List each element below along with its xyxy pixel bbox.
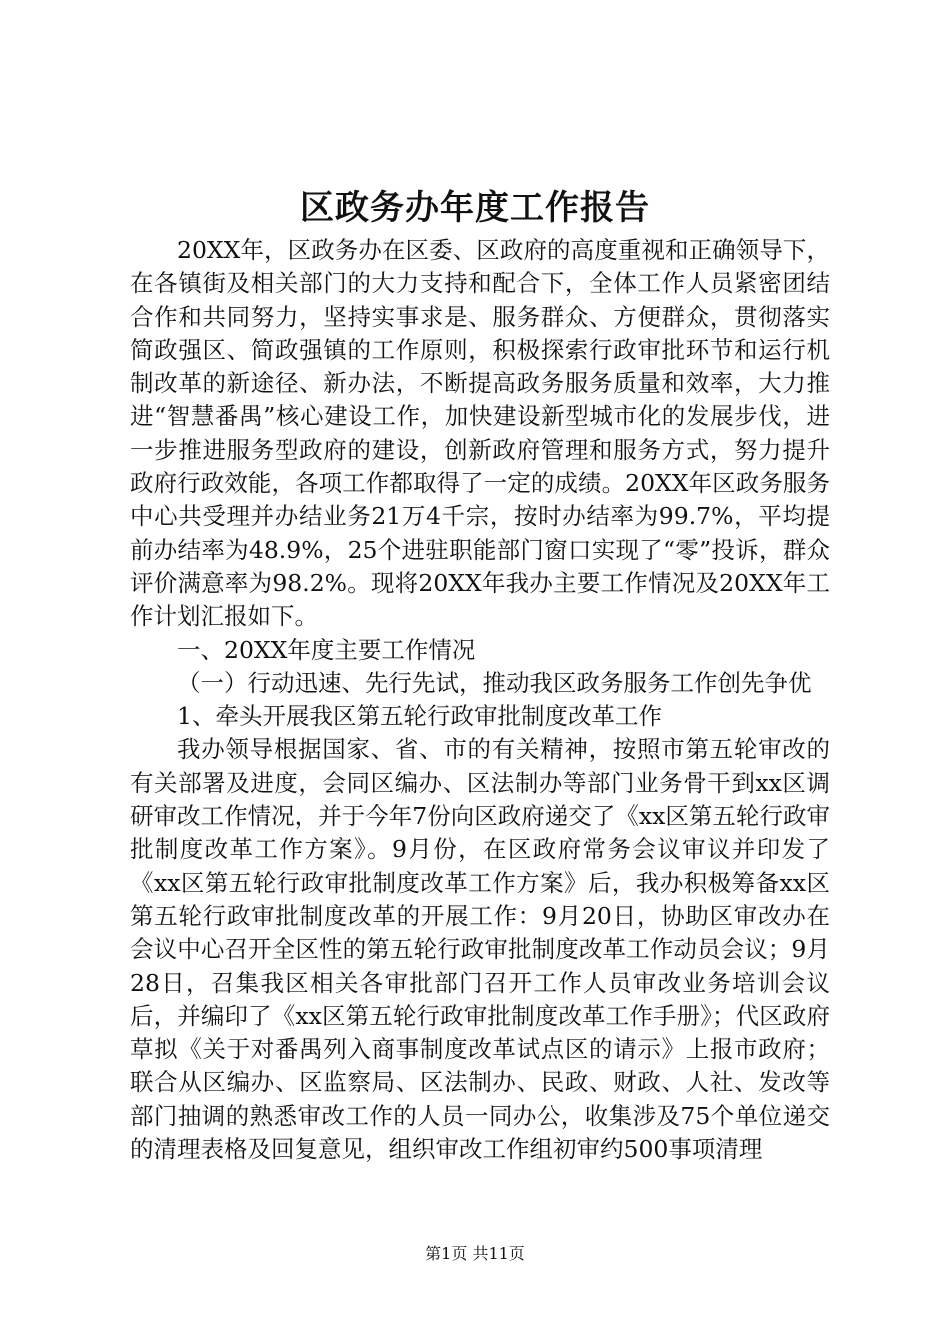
- subsection-heading: （一）行动迅速、先行先试，推动我区政务服务工作创先争优: [177, 668, 812, 697]
- document-title: 区政务办年度工作报告: [300, 188, 650, 228]
- document-body: [130, 234, 830, 1166]
- item-heading: 1、牵头开展我区第五轮行政审批制度改革工作: [177, 702, 662, 731]
- page-number-footer: 第1页 共11页: [425, 1244, 525, 1263]
- paragraph-reform: 我办领导根据国家、省、市的有关精神，按照市第五轮审改的有关部署及进度，会同区编办、区法制办等部门业务骨干到xx区调研审改工作情况，并于今年7份向区政府递交了《xx区第五轮行政审批制度改革工作方案》。9月份，在区政府常务会议审议并印发了《xx区第五轮行政审批制度改革工作方案》后，我办积极筹备xx区第五轮行政审批制度改革的开展工作：9月20日，协助区审改办在会议中心召开全区性的第五轮行政审批制度改革工作动员会议；9月28日，召集我区相关各审批部门召开工作人员审改业务培训会议后，并编印了《xx区第五轮行政审批制度改革工作手册》；代区政府草拟《关于对番禺列入商事制度改革试点区的请示》上报市政府；联合从区编办、区监察局、区法制办、民政、财政、人社、发改等部门抽调的熟悉审改工作的人员一同办公，收集涉及75个单位递交的清理表格及回复意见，组织审改工作组初审约500事项清理: [130, 735, 830, 1164]
- paragraph-intro: 20XX年，区政务办在区委、区政府的高度重视和正确领导下，在各镇街及相关部门的大力支持和配合下，全体工作人员紧密团结合作和共同努力，坚持实事求是、服务群众、方便群众，贯彻落实简政强区、简政强镇的工作原则，积极探索行政审批环节和运行机制改革的新途径、新办法，不断提高政务服务质量和效率，大力推进“智慧番禺”核心建设工作，加快建设新型城市化的发展步伐，进一步推进服务型政府的建设，创新政府管理和服务方式，努力提升政府行政效能，各项工作都取得了一定的成绩。20XX年区政务服务中心共受理并办结业务21万4千宗，按时办结率为99.7%，平均提前办结率为48.9%，25个进驻职能部门窗口实现了“零”投诉，群众评价满意率为98.2%。现将20XX年我办主要工作情况及20XX年工作计划汇报如下。: [130, 236, 830, 631]
- section-heading: 一、20XX年度主要工作情况: [177, 635, 476, 664]
